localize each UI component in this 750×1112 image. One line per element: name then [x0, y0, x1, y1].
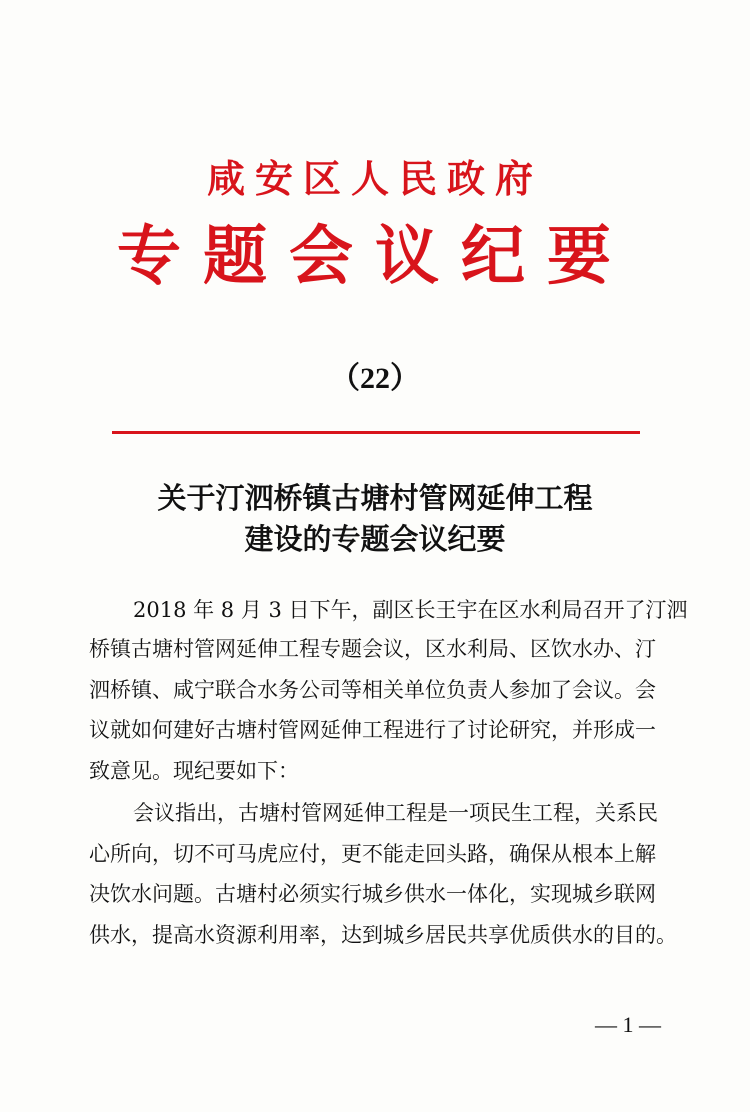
paragraph-2-line: 决饮水问题。古塘村必须实行城乡供水一体化，实现城乡联网	[89, 882, 656, 906]
paragraph-1-line: 2018 年 8 月 3 日下午，副区长王宇在区水利局召开了汀泗	[133, 598, 688, 622]
red-separator-line	[112, 431, 640, 434]
paragraph-1-line: 泗桥镇、咸宁联合水务公司等相关单位负责人参加了会议。会	[89, 678, 656, 702]
document-title-line-1: 关于汀泗桥镇古塘村管网延伸工程	[157, 481, 593, 515]
issuing-organization: 咸安区人民政府	[206, 156, 543, 201]
paragraph-1-line: 桥镇古塘村管网延伸工程专题会议，区水利局、区饮水办、汀	[89, 637, 656, 661]
document-type-heading: 专题会议纪要	[117, 219, 633, 294]
issue-number: （22）	[330, 362, 420, 395]
document-title-line-2: 建设的专题会议纪要	[244, 522, 506, 556]
paragraph-2-line: 心所向，切不可马虎应付，更不能走回头路，确保从根本上解	[89, 842, 656, 866]
paragraph-2-line: 供水，提高水资源利用率，达到城乡居民共享优质供水的目的。	[89, 923, 677, 947]
paragraph-1-line: 致意见。现纪要如下：	[89, 759, 299, 783]
paragraph-1-line: 议就如何建好古塘村管网延伸工程进行了讨论研究，并形成一	[89, 718, 656, 742]
page-number: — 1 —	[595, 1012, 661, 1037]
paragraph-2-line: 会议指出，古塘村管网延伸工程是一项民生工程，关系民	[133, 801, 658, 825]
